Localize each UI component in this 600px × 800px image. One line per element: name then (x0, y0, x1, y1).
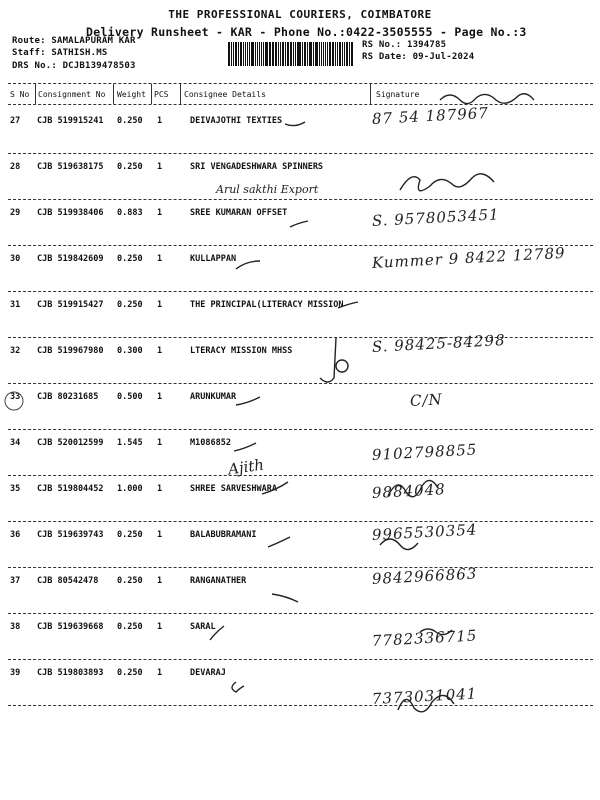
cell-consignee: M1086852 (190, 438, 231, 448)
signature-scribble (440, 94, 534, 104)
cell-consignee: THE PRINCIPAL(LITERACY MISSION (190, 300, 344, 310)
cell-consignment: CJB 519639668 (37, 622, 104, 632)
cell-consignee: KULLAPPAN (190, 254, 237, 264)
cell-sno: 37 (10, 576, 21, 586)
handwritten-signature: 7782336715 (371, 626, 478, 650)
check-mark (290, 221, 308, 227)
cell-consignment: CJB 80231685 (37, 392, 99, 402)
staff-label: Staff: SATHISH.MS (12, 48, 108, 58)
row-circle-mark (5, 392, 23, 410)
cell-weight: 0.250 (117, 668, 143, 678)
cell-consignment: CJB 519842609 (37, 254, 104, 264)
signature-scribble (420, 629, 452, 635)
signature-scribble (398, 695, 454, 711)
check-mark (234, 443, 256, 451)
cell-weight: 0.250 (117, 530, 143, 540)
check-mark (268, 537, 290, 547)
cell-consignment: CJB 519638175 (37, 162, 104, 172)
drs-number: DRS No.: DCJB139478503 (12, 61, 136, 71)
cell-sno: 32 (10, 346, 21, 356)
cell-weight: 0.250 (117, 300, 143, 310)
cell-consignment: CJB 519639743 (37, 530, 104, 540)
check-mark (285, 122, 305, 126)
cell-consignment: CJB 519967980 (37, 346, 104, 356)
handwritten-signature: 87 54 187967 (371, 103, 490, 128)
cell-pcs: 1 (157, 346, 163, 356)
cell-sno: 28 (10, 162, 21, 172)
cell-pcs: 1 (157, 254, 163, 264)
cell-consignee: SREE KUMARAN OFFSET (190, 208, 288, 218)
cell-weight: 0.300 (117, 346, 143, 356)
cell-consignee: SHREE SARVESHWARA (190, 484, 277, 494)
cell-pcs: 1 (157, 300, 163, 310)
check-mark (210, 626, 224, 640)
cell-consignment: CJB 519915427 (37, 300, 104, 310)
cell-sno: 34 (10, 438, 21, 448)
cell-pcs: 1 (157, 622, 163, 632)
cell-consignment: CJB 80542478 (37, 576, 99, 586)
cell-weight: 0.883 (117, 208, 143, 218)
cell-weight: 0.250 (117, 576, 143, 586)
cell-consignee: RANGANATHER (190, 576, 247, 586)
cell-pcs: 1 (157, 208, 163, 218)
check-mark (232, 682, 244, 692)
cell-weight: 0.250 (117, 116, 143, 126)
cell-consignee: DEVARAJ (190, 668, 226, 678)
cell-pcs: 1 (157, 668, 163, 678)
handwritten-note-row28: Arul sakthi Export (216, 183, 319, 196)
cell-pcs: 1 (157, 392, 163, 402)
cell-weight: 1.000 (117, 484, 143, 494)
cell-sno: 29 (10, 208, 21, 218)
cell-consignment: CJB 519803893 (37, 668, 104, 678)
handwritten-signature: S. 98425-84298 (371, 331, 507, 356)
cell-pcs: 1 (157, 576, 163, 586)
cell-pcs: 1 (157, 530, 163, 540)
handwritten-signature: 9842966863 (371, 564, 478, 588)
cell-pcs: 1 (157, 162, 163, 172)
signature-scribble (388, 480, 438, 496)
handwritten-signature: Kummer 9 8422 12789 (371, 243, 566, 272)
handwritten-signature: 9884048 (371, 480, 447, 502)
cell-sno: 38 (10, 622, 21, 632)
cell-sno: 36 (10, 530, 21, 540)
handwritten-signature: 9102798855 (371, 440, 478, 464)
company-title: THE PROFESSIONAL COURIERS, COIMBATORE (168, 8, 432, 21)
rs-date: RS Date: 09-Jul-2024 (362, 52, 475, 62)
cell-sno: 30 (10, 254, 21, 264)
handwritten-signature: 9965530354 (371, 520, 478, 544)
col-header-consignment: Consignment No (38, 90, 106, 99)
cell-sno: 35 (10, 484, 21, 494)
col-header-weight: Weight (117, 90, 146, 99)
cell-weight: 0.250 (117, 622, 143, 632)
check-mark (272, 594, 298, 602)
rs-number: RS No.: 1394785 (362, 40, 447, 50)
cell-consignee: SRI VENGADESHWARA SPINNERS (190, 162, 324, 172)
cell-consignee: SARAL (190, 622, 216, 632)
cell-consignment: CJB 519938406 (37, 208, 104, 218)
cell-weight: 0.500 (117, 392, 143, 402)
cell-weight: 1.545 (117, 438, 143, 448)
col-header-pcs: PCS (154, 90, 169, 99)
cell-consignee: DEIVAJOTHI TEXTIES (190, 116, 283, 126)
signature-scribble (320, 338, 336, 382)
check-mark (236, 261, 260, 269)
cell-consignment: CJB 520012599 (37, 438, 104, 448)
col-header-consignee: Consignee Details (184, 90, 266, 99)
signature-scribble (336, 360, 348, 372)
cell-consignee: ARUNKUMAR (190, 392, 237, 402)
col-header-sno: S No (10, 90, 30, 99)
check-mark (262, 482, 288, 494)
handwritten-signature: C/N (409, 390, 444, 410)
cell-sno: 31 (10, 300, 21, 310)
signature-scribble (380, 539, 418, 550)
cell-consignment: CJB 519915241 (37, 116, 104, 126)
cell-sno: 33 (10, 392, 21, 402)
cell-pcs: 1 (157, 116, 163, 126)
cell-pcs: 1 (157, 484, 163, 494)
handwritten-signature: 7373031041 (371, 684, 478, 708)
cell-pcs: 1 (157, 438, 163, 448)
cell-sno: 27 (10, 116, 21, 126)
handwritten-signature: S. 9578053451 (371, 205, 501, 230)
check-mark (338, 302, 358, 308)
runsheet-subtitle: Delivery Runsheet - KAR - Phone No.:0422-3505555 - Page No.:3 (86, 25, 527, 39)
cell-weight: 0.250 (117, 254, 143, 264)
cell-consignee: BALABUBRAMANI (190, 530, 257, 540)
cell-sno: 39 (10, 668, 21, 678)
cell-consignment: CJB 519804452 (37, 484, 104, 494)
cell-weight: 0.250 (117, 162, 143, 172)
cell-consignee: LTERACY MISSION MHSS (190, 346, 293, 356)
route-label: Route: SAMALAPURAM KAR (12, 36, 136, 46)
signature-scribble (400, 174, 494, 191)
handwritten-note-row34: Ajith (226, 455, 266, 479)
check-mark (236, 397, 260, 405)
col-header-signature: Signature (376, 90, 420, 99)
